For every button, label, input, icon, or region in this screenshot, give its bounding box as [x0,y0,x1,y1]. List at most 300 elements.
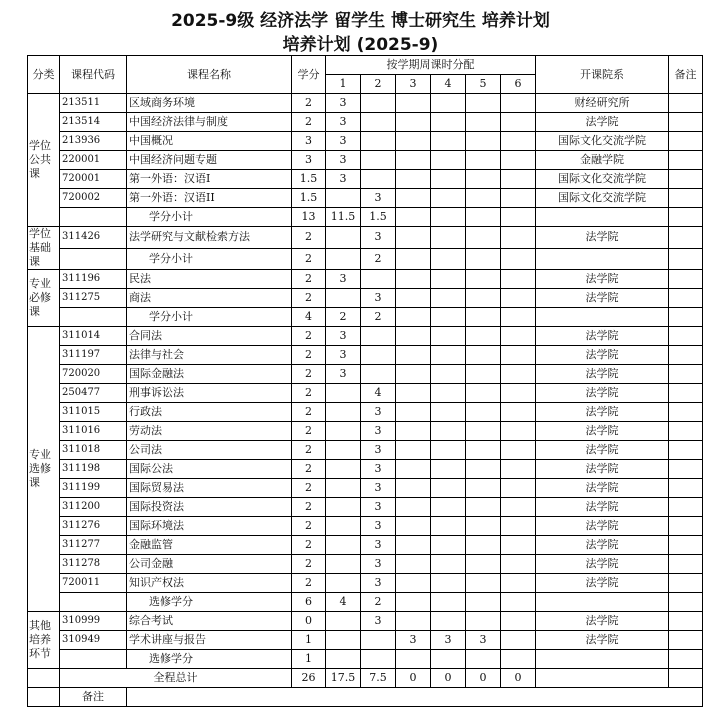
subtotal-credit: 13 [292,208,326,227]
course-dept: 国际文化交流学院 [536,189,669,208]
semester-hours: 3 [361,403,396,422]
subtotal-hours [396,650,431,669]
subtotal-row [28,208,703,227]
subtotal-hours [326,248,361,270]
course-name: 学术讲座与报告 [127,631,292,650]
course-code: 220001 [60,151,127,170]
course-remark [669,151,703,170]
semester-hours: 3 [361,289,396,308]
semester-hours [501,365,536,384]
course-name: 行政法 [127,403,292,422]
semester-hours [431,441,466,460]
course-credit: 2 [292,460,326,479]
semester-hours [466,612,501,631]
course-dept: 法学院 [536,517,669,536]
course-dept: 法学院 [536,113,669,132]
subtotal-code [60,593,127,612]
table-row [28,384,703,403]
subtotal-row [28,650,703,669]
subtotal-code [60,650,127,669]
subtotal-hours [466,593,501,612]
semester-hours: 3 [396,631,431,650]
course-remark [669,365,703,384]
semester-hours [396,151,431,170]
semester-hours: 3 [361,612,396,631]
semester-hours [466,170,501,189]
course-name: 中国经济法律与制度 [127,113,292,132]
subtotal-code [60,308,127,327]
course-credit: 2 [292,270,326,289]
semester-hours [326,384,361,403]
subtotal-hours: 1.5 [361,208,396,227]
semester-hours [326,517,361,536]
course-credit: 2 [292,574,326,593]
semester-hours: 3 [361,479,396,498]
course-dept: 法学院 [536,612,669,631]
course-dept: 法学院 [536,289,669,308]
course-remark [669,346,703,365]
subtotal-credit: 1 [292,650,326,669]
header-semester: 3 [396,75,431,94]
course-remark [669,612,703,631]
semester-hours [396,460,431,479]
semester-hours [466,498,501,517]
course-code: 311278 [60,555,127,574]
header-semester: 5 [466,75,501,94]
subtotal-credit: 4 [292,308,326,327]
course-remark [669,327,703,346]
table-row [28,517,703,536]
course-credit: 2 [292,365,326,384]
course-code: 310999 [60,612,127,631]
course-credit: 2 [292,327,326,346]
semester-hours [361,94,396,113]
semester-hours [466,132,501,151]
course-remark [669,555,703,574]
course-dept: 法学院 [536,555,669,574]
header-remark: 备注 [669,56,703,94]
course-credit: 2 [292,536,326,555]
course-name: 区域商务环境 [127,94,292,113]
course-remark [669,270,703,289]
course-name: 中国概况 [127,132,292,151]
course-dept: 法学院 [536,327,669,346]
category-cell: 其他培养环节 [28,612,60,669]
header-weekly: 按学期周课时分配 [326,56,536,75]
semester-hours [396,189,431,208]
semester-hours: 3 [326,94,361,113]
semester-hours [431,270,466,289]
subtotal-hours [466,248,501,270]
subtotal-hours [326,650,361,669]
course-code: 213514 [60,113,127,132]
semester-hours: 3 [361,517,396,536]
table-row [28,227,703,249]
table-row [28,612,703,631]
total-row [28,669,703,688]
subtotal-row [28,593,703,612]
semester-hours: 3 [361,422,396,441]
semester-hours [396,170,431,189]
course-credit: 0 [292,612,326,631]
semester-hours [501,479,536,498]
table-row [28,441,703,460]
course-name: 公司金融 [127,555,292,574]
course-code: 311276 [60,517,127,536]
semester-hours: 3 [326,170,361,189]
semester-hours [361,327,396,346]
course-credit: 3 [292,132,326,151]
header-semester: 6 [501,75,536,94]
semester-hours [466,151,501,170]
table-row [28,574,703,593]
semester-hours [396,403,431,422]
course-dept: 法学院 [536,536,669,555]
course-credit: 1 [292,631,326,650]
subtotal-hours: 2 [361,593,396,612]
total-hours: 0 [501,669,536,688]
table-row [28,151,703,170]
course-dept: 法学院 [536,422,669,441]
course-dept: 法学院 [536,403,669,422]
semester-hours [431,612,466,631]
semester-hours [326,422,361,441]
total-label: 全程总计 [60,669,292,688]
semester-hours [501,113,536,132]
course-dept: 法学院 [536,365,669,384]
course-name: 国际公法 [127,460,292,479]
subtotal-row [28,248,703,270]
course-dept: 法学院 [536,384,669,403]
semester-hours: 3 [361,189,396,208]
semester-hours [396,227,431,249]
table-body [28,94,703,707]
semester-hours [361,170,396,189]
course-remark [669,517,703,536]
semester-hours [466,441,501,460]
total-hours: 7.5 [361,669,396,688]
semester-hours [431,327,466,346]
subtotal-hours [396,593,431,612]
total-hours: 0 [431,669,466,688]
header-category: 分类 [28,56,60,94]
subtotal-hours [431,208,466,227]
course-credit: 2 [292,517,326,536]
semester-hours [501,132,536,151]
semester-hours [501,517,536,536]
course-dept: 法学院 [536,441,669,460]
header-dept: 开课院系 [536,56,669,94]
total-hours: 0 [466,669,501,688]
subtotal-code [60,208,127,227]
course-credit: 2 [292,422,326,441]
course-credit: 2 [292,227,326,249]
semester-hours: 3 [326,346,361,365]
course-code: 311197 [60,346,127,365]
semester-hours [501,346,536,365]
category-cell: 学位公共课 [28,94,60,227]
course-name: 知识产权法 [127,574,292,593]
subtotal-hours [396,208,431,227]
semester-hours [396,94,431,113]
semester-hours [466,189,501,208]
page-title: 2025-9级 经济法学 留学生 博士研究生 培养计划 [171,11,550,31]
header-semester: 4 [431,75,466,94]
subtotal-hours: 2 [361,248,396,270]
table-row [28,422,703,441]
subtotal-dept [536,208,669,227]
semester-hours [431,132,466,151]
subtotal-hours [396,308,431,327]
subtotal-hours: 11.5 [326,208,361,227]
course-name: 合同法 [127,327,292,346]
course-remark [669,170,703,189]
remark-label: 备注 [60,688,127,707]
semester-hours [326,227,361,249]
course-code: 311277 [60,536,127,555]
semester-hours [326,574,361,593]
subtotal-remark [669,650,703,669]
semester-hours [326,631,361,650]
semester-hours: 3 [361,574,396,593]
subtotal-hours: 4 [326,593,361,612]
course-dept: 法学院 [536,270,669,289]
course-dept: 法学院 [536,498,669,517]
subtotal-dept [536,593,669,612]
semester-hours [396,365,431,384]
semester-hours: 3 [326,270,361,289]
header-credit: 学分 [292,56,326,94]
course-credit: 2 [292,289,326,308]
subtotal-label: 选修学分 [127,650,292,669]
page-subtitle: 培养计划 (2025-9) [282,35,439,55]
semester-hours [361,132,396,151]
course-name: 金融监管 [127,536,292,555]
subtotal-hours: 2 [361,308,396,327]
subtotal-code [60,248,127,270]
semester-hours [501,422,536,441]
subtotal-hours [466,308,501,327]
semester-hours [501,612,536,631]
course-remark [669,132,703,151]
course-dept: 法学院 [536,574,669,593]
course-code: 720011 [60,574,127,593]
subtotal-hours [431,650,466,669]
semester-hours [361,270,396,289]
subtotal-hours [361,650,396,669]
course-name: 国际贸易法 [127,479,292,498]
course-remark [669,631,703,650]
semester-hours [466,289,501,308]
subtotal-remark [669,248,703,270]
course-code: 311196 [60,270,127,289]
course-dept: 金融学院 [536,151,669,170]
course-remark [669,498,703,517]
semester-hours [396,441,431,460]
semester-hours [326,498,361,517]
subtotal-hours [431,248,466,270]
semester-hours: 3 [326,327,361,346]
semester-hours [466,384,501,403]
semester-hours [466,403,501,422]
course-name: 公司法 [127,441,292,460]
semester-hours [396,270,431,289]
semester-hours: 3 [361,460,396,479]
course-code: 311014 [60,327,127,346]
course-remark [669,289,703,308]
semester-hours [396,346,431,365]
subtotal-credit: 6 [292,593,326,612]
subtotal-remark [669,308,703,327]
course-name: 劳动法 [127,422,292,441]
course-dept: 法学院 [536,479,669,498]
table-row [28,289,703,308]
course-name: 商法 [127,289,292,308]
course-remark [669,460,703,479]
header-code: 课程代码 [60,56,127,94]
table-row [28,170,703,189]
semester-hours [396,555,431,574]
table-row [28,94,703,113]
subtotal-hours [501,593,536,612]
table-row [28,555,703,574]
remark-content [127,688,703,707]
semester-hours [361,346,396,365]
course-code: 311018 [60,441,127,460]
course-code: 311198 [60,460,127,479]
course-code: 310949 [60,631,127,650]
remark-category [28,688,60,707]
course-credit: 1.5 [292,170,326,189]
semester-hours [466,460,501,479]
subtotal-label: 学分小计 [127,308,292,327]
semester-hours: 3 [361,441,396,460]
semester-hours: 3 [361,555,396,574]
semester-hours [501,536,536,555]
semester-hours [501,151,536,170]
semester-hours [466,270,501,289]
course-name: 国际环境法 [127,517,292,536]
semester-hours [466,517,501,536]
course-code: 311199 [60,479,127,498]
course-code: 250477 [60,384,127,403]
semester-hours [396,612,431,631]
semester-hours [501,384,536,403]
semester-hours [431,346,466,365]
semester-hours [431,555,466,574]
course-code: 720020 [60,365,127,384]
semester-hours [501,189,536,208]
header-semester: 1 [326,75,361,94]
semester-hours [396,132,431,151]
semester-hours [466,227,501,249]
semester-hours [466,365,501,384]
subtotal-hours [501,650,536,669]
semester-hours: 4 [361,384,396,403]
course-remark [669,94,703,113]
semester-hours [431,170,466,189]
course-name: 法学研究与文献检索方法 [127,227,292,249]
subtotal-remark [669,593,703,612]
course-code: 213936 [60,132,127,151]
semester-hours: 3 [361,227,396,249]
semester-hours [431,498,466,517]
semester-hours [501,441,536,460]
semester-hours [466,479,501,498]
category-cell: 专业必修课 [28,270,60,327]
total-category [28,669,60,688]
course-credit: 2 [292,346,326,365]
table-row [28,365,703,384]
semester-hours [501,574,536,593]
semester-hours [361,113,396,132]
course-remark [669,384,703,403]
subtotal-hours [501,208,536,227]
course-dept: 国际文化交流学院 [536,132,669,151]
semester-hours [431,384,466,403]
course-dept: 法学院 [536,346,669,365]
category-cell: 学位基础课 [28,227,60,270]
total-hours: 0 [396,669,431,688]
semester-hours [326,441,361,460]
course-dept: 法学院 [536,460,669,479]
total-credit: 26 [292,669,326,688]
course-remark [669,113,703,132]
subtotal-hours: 2 [326,308,361,327]
semester-hours [396,422,431,441]
course-credit: 2 [292,498,326,517]
semester-hours [501,631,536,650]
course-credit: 2 [292,479,326,498]
course-credit: 2 [292,441,326,460]
semester-hours [466,536,501,555]
semester-hours: 3 [466,631,501,650]
course-code: 311016 [60,422,127,441]
semester-hours [431,536,466,555]
course-code: 720002 [60,189,127,208]
course-remark [669,403,703,422]
table-row [28,403,703,422]
semester-hours [501,498,536,517]
subtotal-dept [536,650,669,669]
semester-hours [466,113,501,132]
course-code: 311275 [60,289,127,308]
course-credit: 2 [292,384,326,403]
subtotal-dept [536,308,669,327]
table-row [28,346,703,365]
table-row [28,113,703,132]
subtotal-label: 学分小计 [127,208,292,227]
semester-hours [501,227,536,249]
semester-hours [501,94,536,113]
semester-hours [396,536,431,555]
course-code: 720001 [60,170,127,189]
table-row [28,189,703,208]
semester-hours [431,422,466,441]
table-row [28,631,703,650]
semester-hours [396,384,431,403]
semester-hours [326,536,361,555]
course-name: 中国经济问题专题 [127,151,292,170]
subtotal-hours [431,308,466,327]
semester-hours [326,460,361,479]
semester-hours [431,365,466,384]
semester-hours [501,270,536,289]
course-credit: 2 [292,403,326,422]
semester-hours [326,555,361,574]
semester-hours: 3 [431,631,466,650]
course-remark [669,441,703,460]
